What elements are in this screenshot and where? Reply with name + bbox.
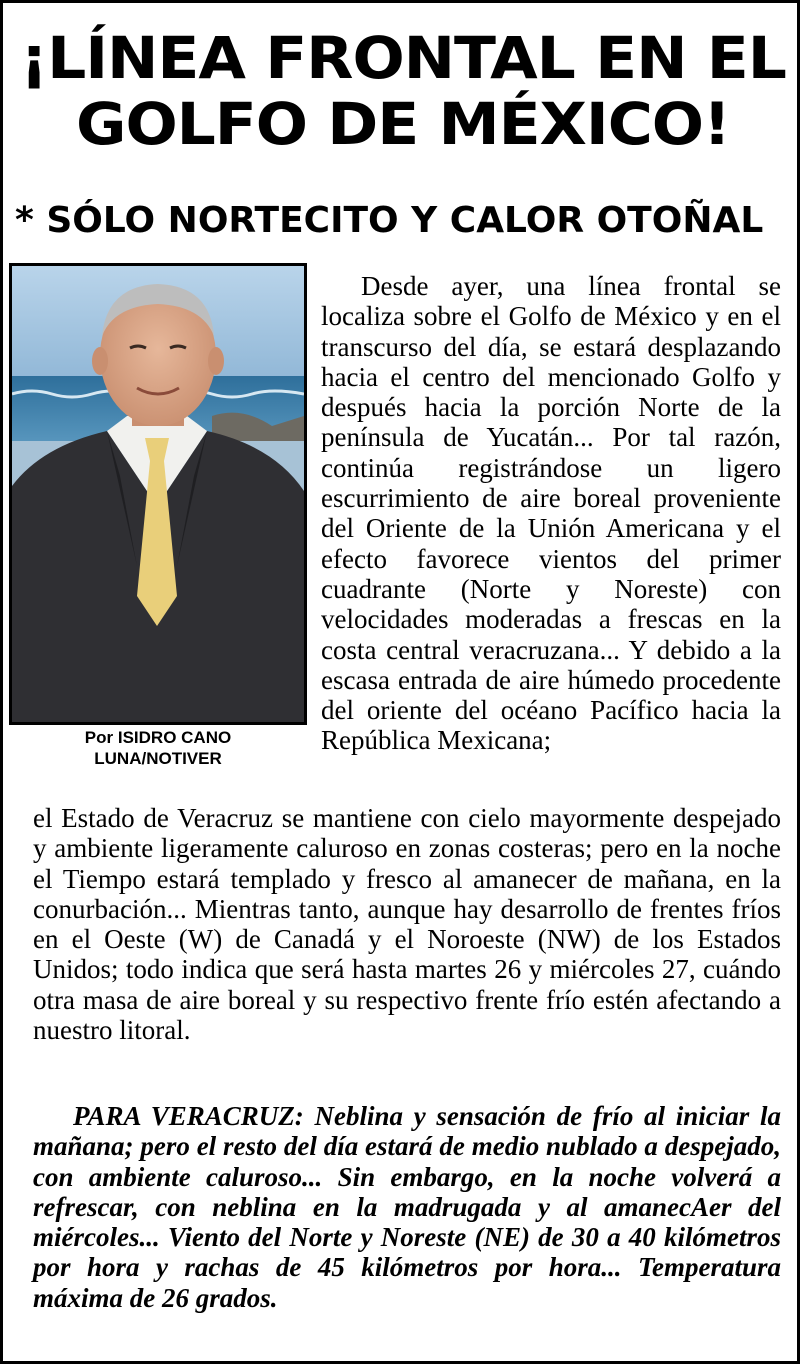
headline (0, 25, 800, 157)
byline-line-1: Por ISIDRO CANO (84, 728, 232, 747)
body-column-right (321, 271, 781, 756)
headline-line-2: GOLFO DE MÉXICO! (76, 90, 730, 158)
paragraph-1-continued: el Estado de Veracruz se mantiene con cielo mayormente despejado y ambiente ligeramente caluroso en zonas costeras; pero en la noche el Tiempo estará templado y fresco al amanecer de mañana, en la conurbación... Mientras tanto, aunque hay desarrollo de frentes fríos en el Oeste (W) de Canadá y el Noroeste (NW) de los Estados Unidos; todo indica que será hasta martes 26 y miércoles 27, cuándo otra masa de aire boreal y su respectivo frente frío estén afectando a nuestro litoral. (33, 803, 781, 1046)
subheadline: * SÓLO NORTECITO Y CALOR OTOÑAL (15, 200, 764, 241)
author-portrait-image (12, 266, 304, 722)
author-photo (9, 263, 307, 725)
photo-ear-right (208, 347, 224, 375)
weather-forecast-paragraph: PARA VERACRUZ: Neblina y sensación de frío al iniciar la mañana; pero el resto del día estará de medio nublado a despejado, con ambiente caluroso... Sin embargo, en la noche volverá a refrescar, con neblina en la madrugada y al amanecAer del miércoles... Viento del Norte y Noreste (NE) de 30 a 40 kilómetros por hora y rachas de 45 kilómetros por hora... Temperatura máxima de 26 grados. (33, 1101, 781, 1313)
photo-ear-left (92, 347, 108, 375)
body-full-width (33, 803, 781, 1045)
byline-line-2: LUNA/NOTIVER (94, 749, 222, 768)
byline (23, 727, 293, 769)
paragraph-1-column: Desde ayer, una línea frontal se localiza sobre el Golfo de México y en el transcurso del día, se estará desplazando hacia el centro del mencionado Golfo y después hacia la porción Norte de la península de Yucatán... Por tal razón, continúa registrándose un ligero escurrimiento de aire boreal proveniente del Oriente de la Unión Americana y el efecto favorece vientos del primer cuadrante (Norte y Noreste) con velocidades moderadas a frescas en la costa central veracruzana... Y debido a la escasa entrada de aire húmedo procedente del oriente del océano Pacífico hacia la República Mexicana; (321, 271, 781, 756)
headline-line-1: ¡LÍNEA FRONTAL EN EL (20, 24, 786, 92)
